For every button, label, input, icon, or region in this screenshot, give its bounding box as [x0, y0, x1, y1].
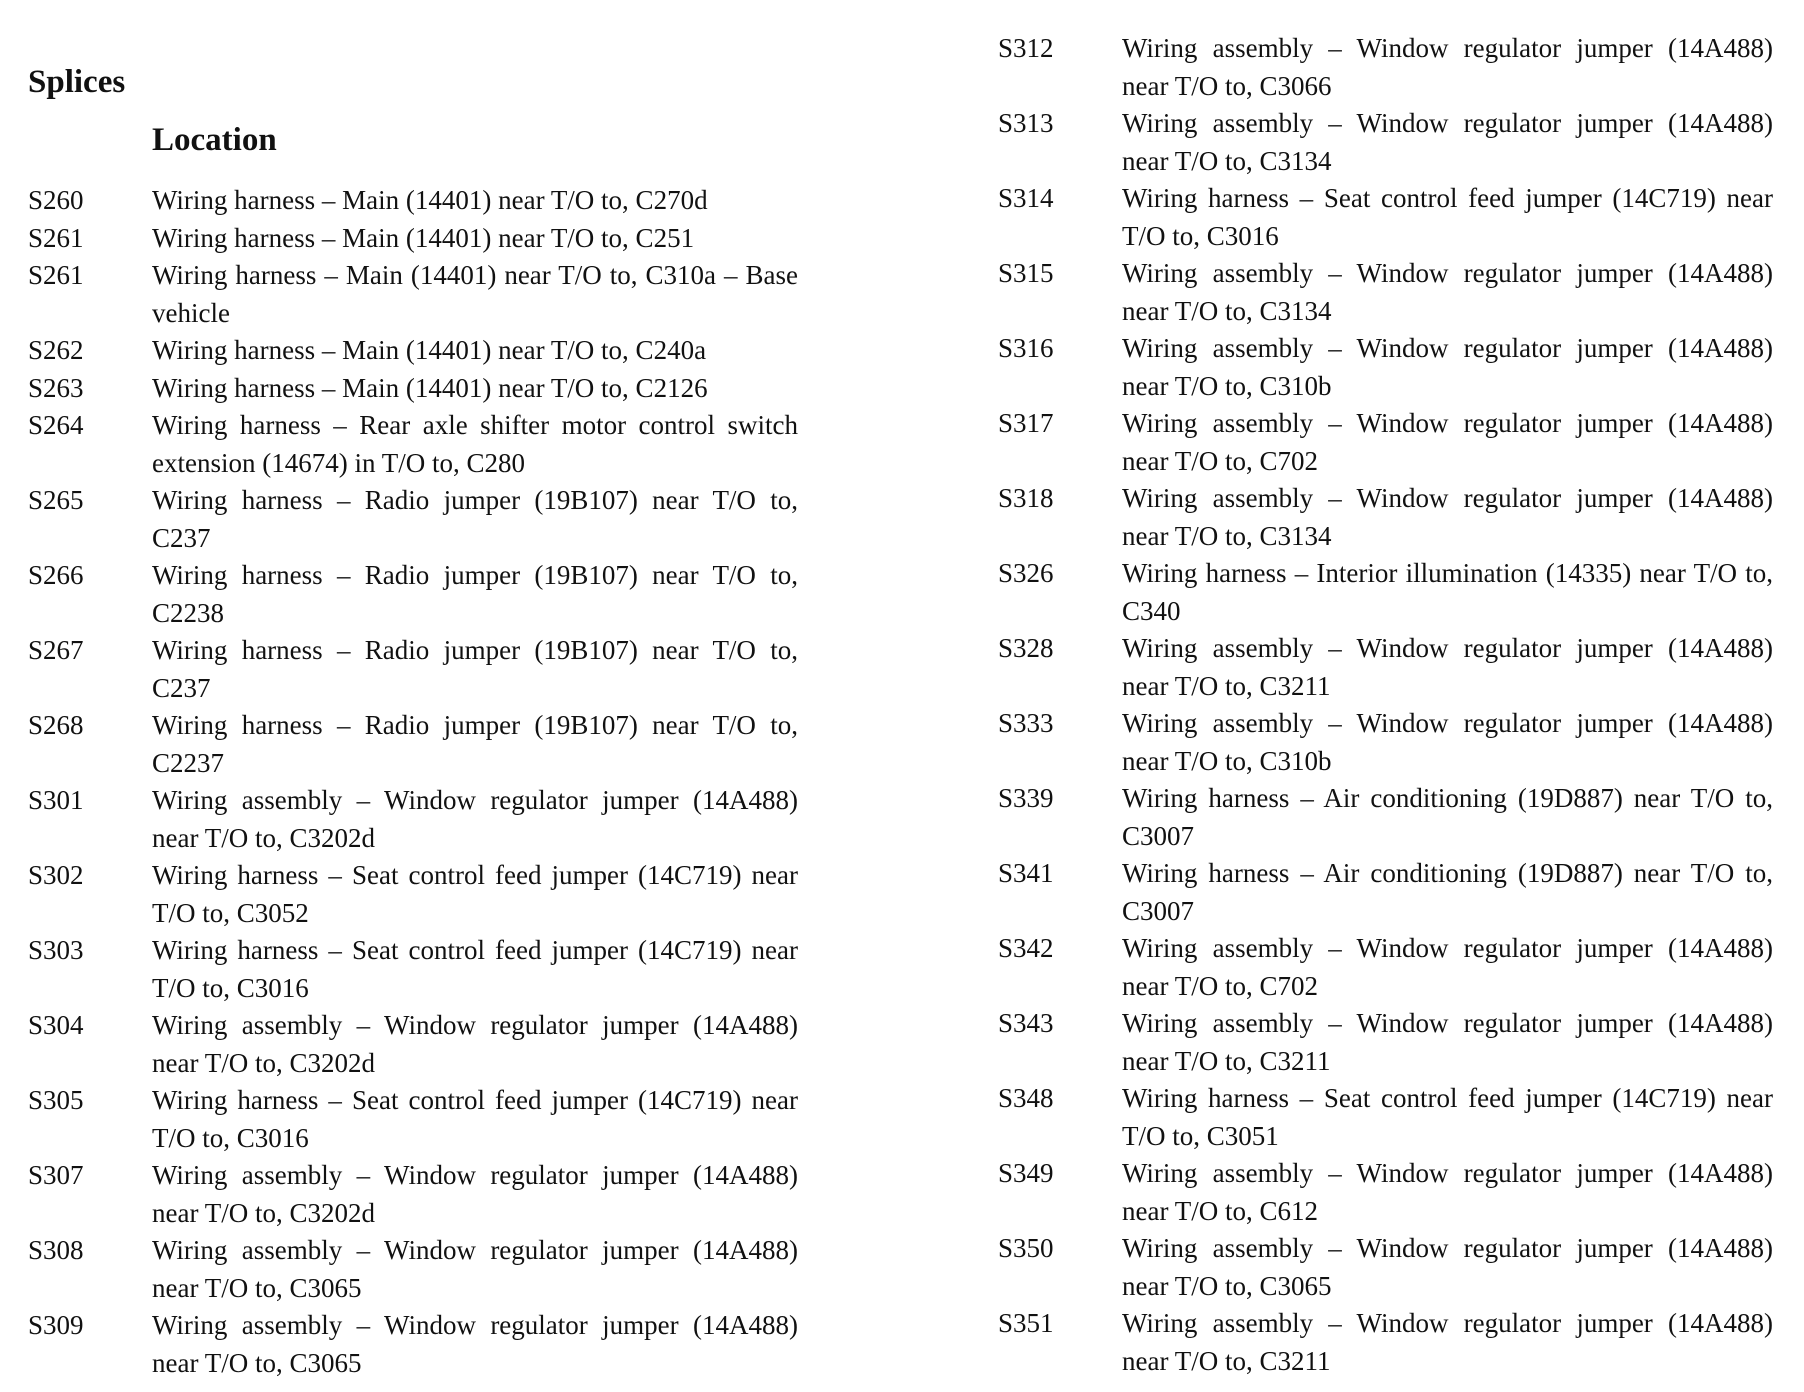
splice-location: Wiring harness – Radio jumper (19B107) near T/O to, C2238 — [152, 560, 798, 628]
splice-location: Wiring assembly – Window regulator jumper (14A488) near T/O to, C3134 — [1122, 258, 1773, 326]
splice-location: Wiring harness – Radio jumper (19B107) near T/O to, C237 — [152, 485, 798, 553]
splice-location: Wiring assembly – Window regulator jumper (14A488) near T/O to, C3065 — [152, 1235, 798, 1303]
splice-id: S309 — [28, 1310, 84, 1340]
splice-id: S326 — [998, 558, 1054, 588]
splice-entry — [998, 405, 1773, 480]
splice-location: Wiring harness – Air conditioning (19D887) near T/O to, C3007 — [1122, 858, 1773, 926]
splice-entry — [28, 407, 798, 482]
splice-id: S328 — [998, 633, 1054, 663]
splice-id: S316 — [998, 333, 1054, 363]
splice-entry — [998, 180, 1773, 255]
splice-id: S314 — [998, 183, 1054, 213]
splice-location: Wiring assembly – Window regulator jumper (14A488) near T/O to, C612 — [1122, 1158, 1773, 1226]
splice-location: Wiring harness – Seat control feed jumper (14C719) near T/O to, C3016 — [1122, 183, 1773, 251]
splice-entry — [28, 1007, 798, 1082]
splice-location: Wiring assembly – Window regulator jumper (14A488) near T/O to, C3211 — [1122, 633, 1773, 701]
splice-entry — [998, 480, 1773, 555]
splice-entry — [998, 255, 1773, 330]
splice-location: Wiring harness – Main (14401) near T/O to, C270d — [152, 185, 708, 215]
splice-location: Wiring harness – Main (14401) near T/O to, C251 — [152, 222, 695, 253]
splice-entry — [998, 630, 1773, 705]
splice-id: S304 — [28, 1010, 84, 1040]
splice-location: Wiring harness – Air conditioning (19D887) near T/O to, C3007 — [1122, 783, 1773, 851]
section-title: Splices — [28, 64, 126, 100]
splice-entry — [28, 707, 798, 782]
splice-id: S315 — [998, 258, 1054, 288]
splice-id: S263 — [28, 372, 84, 403]
splice-location: Wiring assembly – Window regulator jumper (14A488) near T/O to, C3211 — [1122, 1308, 1773, 1376]
splice-location: Wiring harness – Seat control feed jumper (14C719) near T/O to, C3016 — [152, 935, 798, 1003]
splice-id: S264 — [28, 410, 84, 440]
splice-location: Wiring assembly – Window regulator jumper (14A488) near T/O to, C3202d — [152, 1160, 798, 1228]
splice-location: Wiring assembly – Window regulator jumper (14A488) near T/O to, C3202d — [152, 1010, 798, 1078]
splice-id: S350 — [998, 1233, 1054, 1263]
splice-entry — [998, 555, 1773, 630]
splice-location: Wiring assembly – Window regulator jumper (14A488) near T/O to, C702 — [1122, 933, 1773, 1001]
splice-id: S339 — [998, 783, 1054, 813]
splice-location: Wiring assembly – Window regulator jumper (14A488) near T/O to, C3134 — [1122, 483, 1773, 551]
splice-id: S266 — [28, 560, 84, 590]
splice-entry — [28, 182, 798, 220]
splice-id: S268 — [28, 710, 84, 740]
splice-entry — [998, 1005, 1773, 1080]
splice-entry — [998, 705, 1773, 780]
splice-entry — [28, 1082, 798, 1157]
splice-id: S333 — [998, 708, 1054, 738]
splice-id: S341 — [998, 858, 1054, 888]
splice-id: S305 — [28, 1085, 84, 1115]
splice-location: Wiring assembly – Window regulator jumper (14A488) near T/O to, C3065 — [152, 1310, 798, 1378]
splice-id: S307 — [28, 1160, 84, 1190]
splice-id: S308 — [28, 1235, 84, 1265]
splice-id: S262 — [28, 335, 84, 365]
splice-entry — [28, 370, 798, 408]
splice-id: S313 — [998, 108, 1054, 138]
splice-entry — [28, 257, 798, 332]
splice-entry — [998, 855, 1773, 930]
splice-id: S301 — [28, 785, 84, 815]
splice-entry — [28, 557, 798, 632]
splice-entry — [998, 30, 1773, 105]
splice-location: Wiring harness – Seat control feed jumper (14C719) near T/O to, C3016 — [152, 1085, 798, 1153]
splice-location: Wiring assembly – Window regulator jumper (14A488) near T/O to, C3211 — [1122, 1008, 1773, 1076]
splice-id: S260 — [28, 185, 84, 215]
splice-entry — [28, 782, 798, 857]
splice-entry — [28, 1232, 798, 1307]
splice-entry — [28, 332, 798, 370]
splice-id: S312 — [998, 33, 1054, 63]
splice-entry — [28, 220, 798, 258]
splice-id: S261 — [28, 260, 84, 290]
splice-entry — [28, 482, 798, 557]
splice-entry — [998, 1230, 1773, 1305]
splice-entry — [28, 1307, 798, 1382]
splice-entry — [998, 1155, 1773, 1230]
splice-id: S302 — [28, 860, 84, 890]
splice-location: Wiring assembly – Window regulator jumper (14A488) near T/O to, C3202d — [152, 785, 798, 853]
splice-entry — [998, 105, 1773, 180]
splice-location: Wiring assembly – Window regulator jumper (14A488) near T/O to, C310b — [1122, 708, 1773, 776]
splice-location: Wiring harness – Main (14401) near T/O to, C2126 — [152, 372, 708, 403]
splice-id: S261 — [28, 222, 84, 253]
splice-id: S348 — [998, 1083, 1054, 1113]
splice-id: S349 — [998, 1158, 1054, 1188]
splice-location: Wiring harness – Seat control feed jumper (14C719) near T/O to, C3052 — [152, 860, 798, 928]
splice-location: Wiring assembly – Window regulator jumper (14A488) near T/O to, C702 — [1122, 408, 1773, 476]
splice-id: S303 — [28, 935, 84, 965]
splice-id: S265 — [28, 485, 84, 515]
splice-location: Wiring harness – Interior illumination (14335) near T/O to, C340 — [1122, 558, 1773, 626]
splice-location: Wiring assembly – Window regulator jumper (14A488) near T/O to, C3134 — [1122, 108, 1773, 176]
splice-location: Wiring harness – Radio jumper (19B107) near T/O to, C2237 — [152, 710, 798, 778]
splice-id: S351 — [998, 1308, 1054, 1338]
splice-entry — [998, 780, 1773, 855]
splice-location: Wiring assembly – Window regulator jumper (14A488) near T/O to, C310b — [1122, 333, 1773, 401]
location-heading: Location — [152, 122, 277, 158]
splice-location: Wiring assembly – Window regulator jumper (14A488) near T/O to, C3065 — [1122, 1233, 1773, 1301]
splice-list-left — [28, 182, 798, 1382]
splice-location: Wiring harness – Rear axle shifter motor control switch extension (14674) in T/O to, C280 — [152, 410, 798, 478]
splice-entry — [998, 330, 1773, 405]
splice-location: Wiring harness – Main (14401) near T/O to, C240a — [152, 335, 707, 365]
splice-list-right — [998, 30, 1773, 1380]
splice-id: S342 — [998, 933, 1054, 963]
splice-location: Wiring harness – Main (14401) near T/O to, C310a – Base vehicle — [152, 260, 798, 328]
splice-entry — [998, 1080, 1773, 1155]
splice-location: Wiring assembly – Window regulator jumper (14A488) near T/O to, C3066 — [1122, 33, 1773, 101]
splice-location: Wiring harness – Seat control feed jumper (14C719) near T/O to, C3051 — [1122, 1083, 1773, 1151]
splice-id: S317 — [998, 408, 1054, 438]
splice-entry — [998, 930, 1773, 1005]
splice-entry — [28, 857, 798, 932]
splice-id: S267 — [28, 635, 84, 665]
splice-entry — [998, 1305, 1773, 1380]
splice-entry — [28, 632, 798, 707]
splice-location: Wiring harness – Radio jumper (19B107) near T/O to, C237 — [152, 635, 798, 703]
splice-id: S318 — [998, 483, 1054, 513]
splice-entry — [28, 932, 798, 1007]
splice-entry — [28, 1157, 798, 1232]
splice-id: S343 — [998, 1008, 1054, 1038]
